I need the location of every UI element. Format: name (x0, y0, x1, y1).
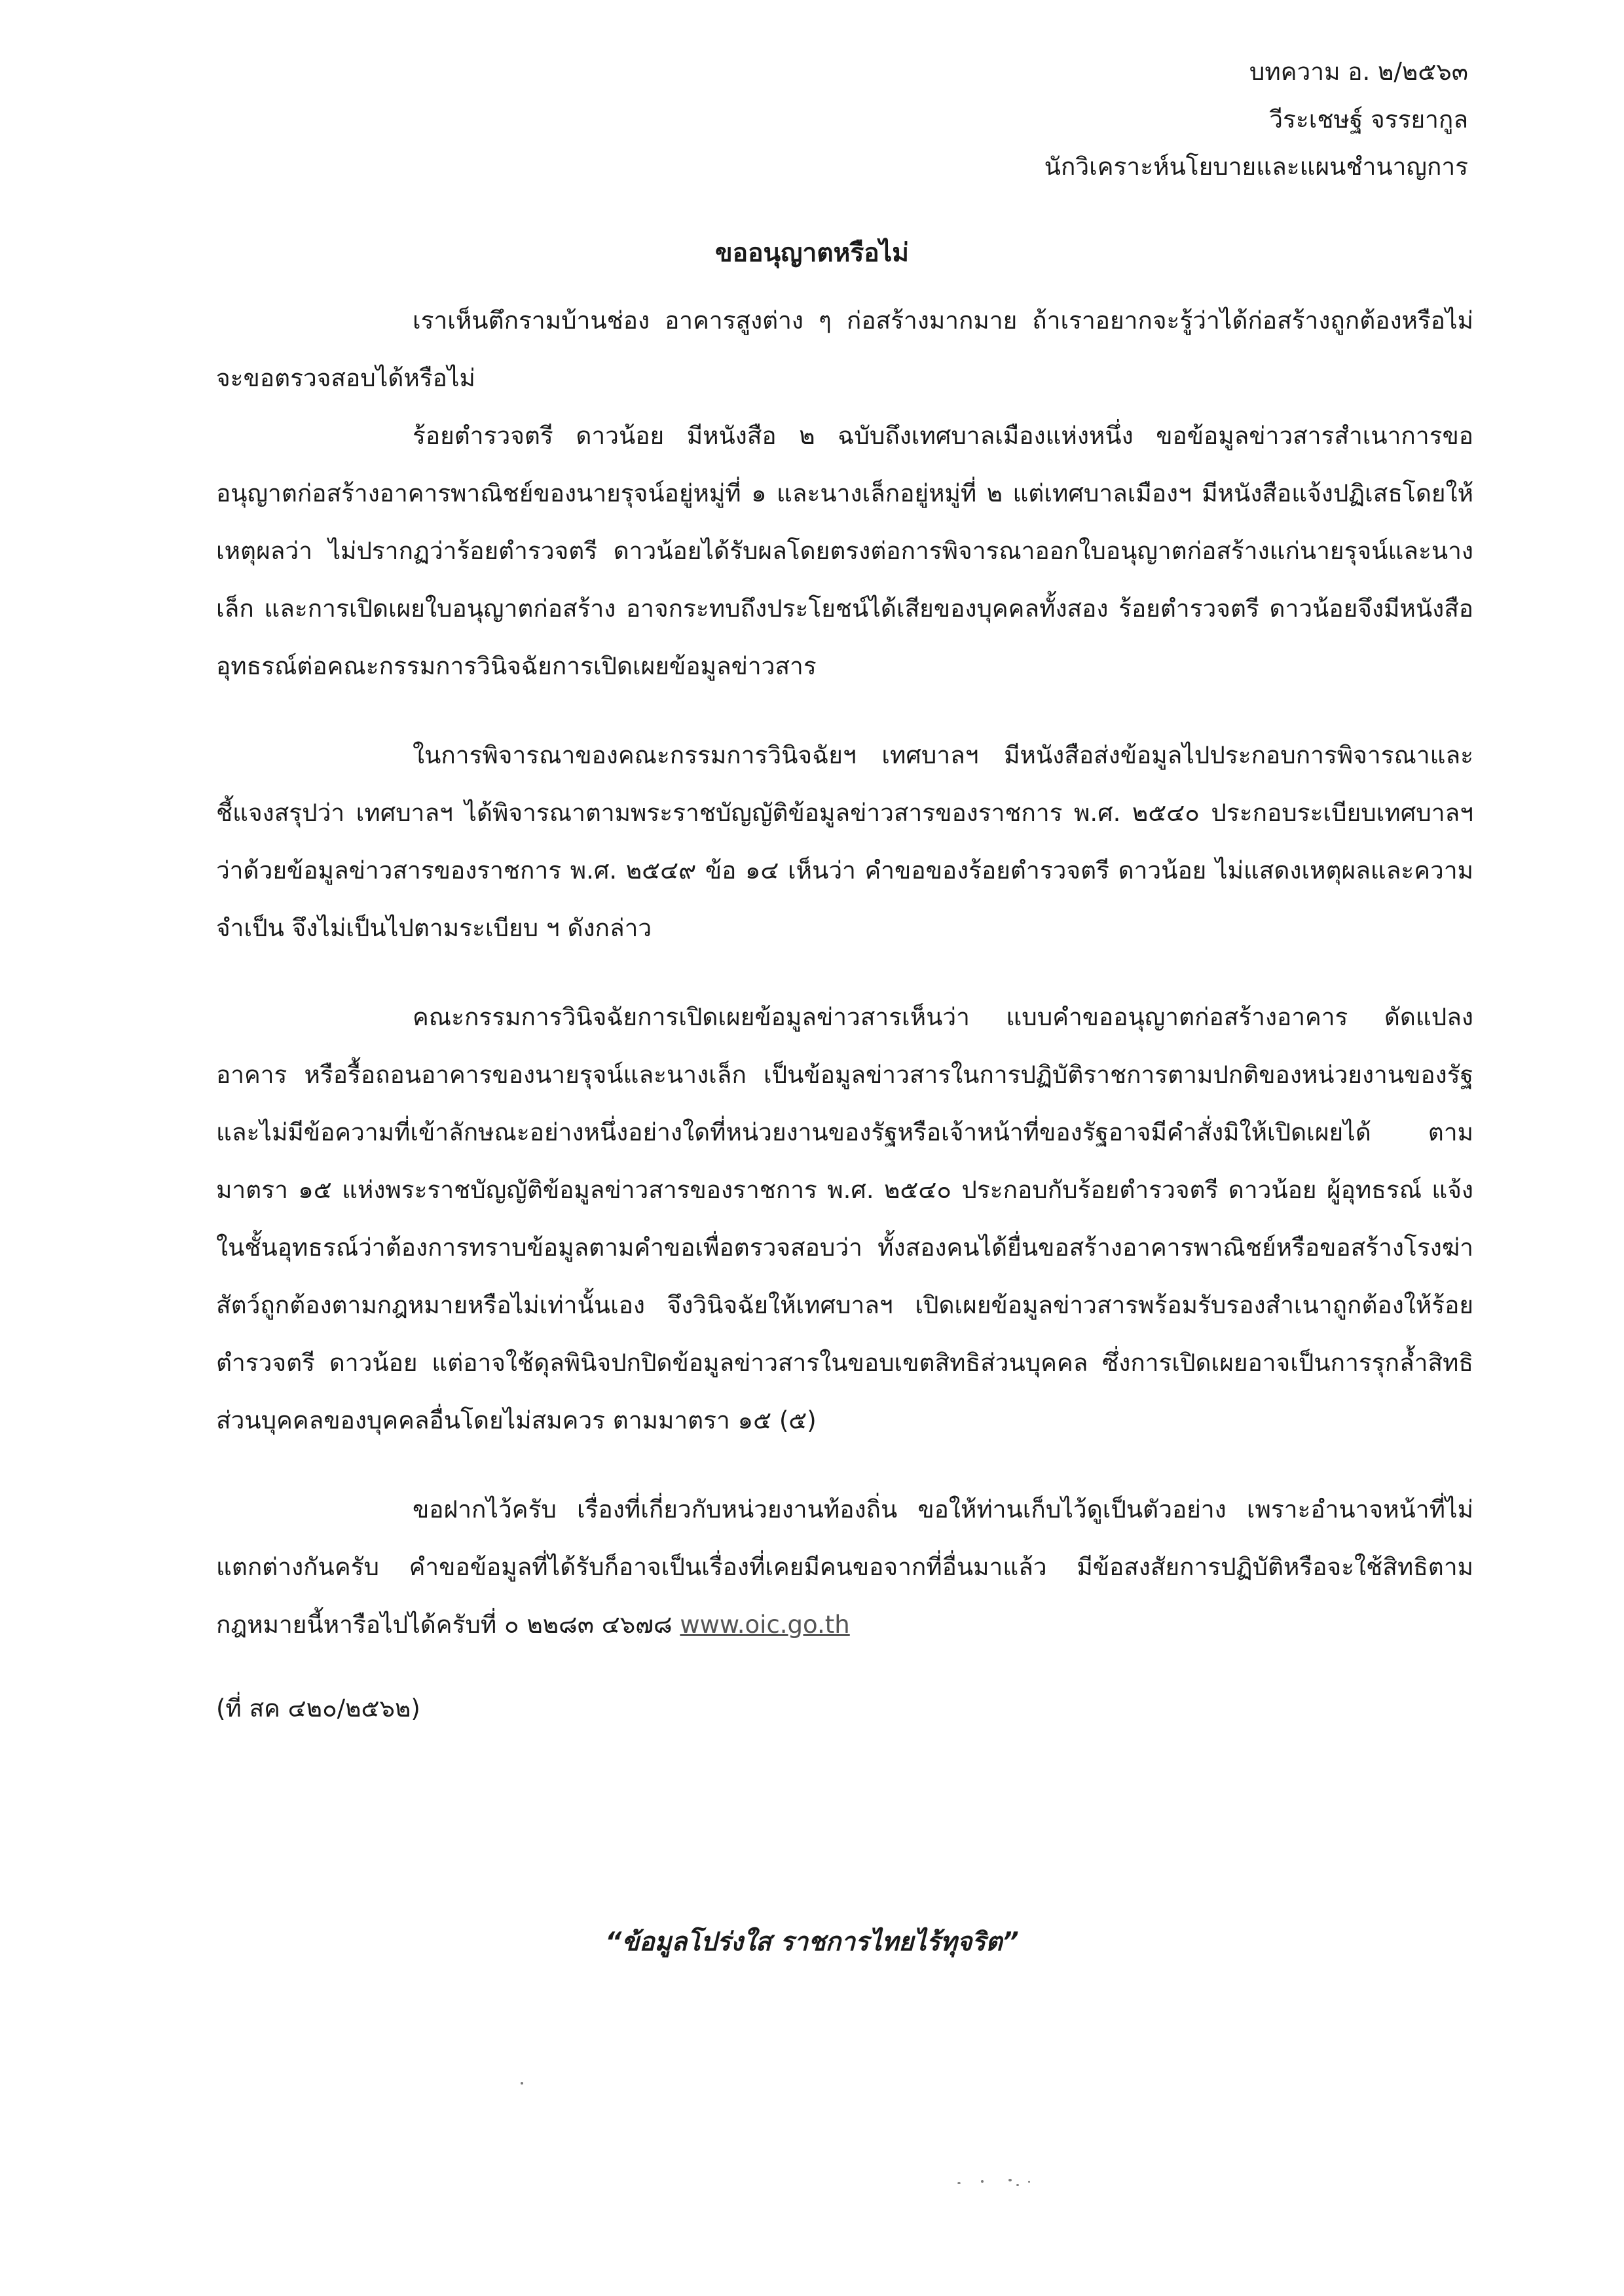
website-link[interactable]: www.oic.go.th (680, 1611, 850, 1639)
paragraph-closing (216, 1481, 1473, 1654)
paragraph-case: ร้อยตำรวจตรี ดาวน้อย มีหนังสือ ๒ ฉบับถึงเทศบาลเมืองแห่งหนึ่ง ขอข้อมูลข่าวสารสำเนาการขออนุญาตก่อสร้างอาคารพาณิชย์ของนายรุจน์อยู่หมู่ที่ ๑ และนางเล็กอยู่หมู่ที่ ๒ แต่เทศบาลเมืองฯ มีหนังสือแจ้งปฏิเสธโดยให้เหตุผลว่า ไม่ปรากฏว่าร้อยตำรวจตรี ดาวน้อยได้รับผลโดยตรงต่อการพิจารณาออกใบอนุญาตก่อสร้างแก่นายรุจน์และนางเล็ก และการเปิดเผยใบอนุญาตก่อสร้าง อาจกระทบถึงประโยชน์ได้เสียของบุคคลทั้งสอง ร้อยตำรวจตรี ดาวน้อยจึงมีหนังสืออุทธรณ์ต่อคณะกรรมการวินิจฉัยการเปิดเผยข้อมูลข่าวสาร (216, 422, 1473, 680)
scan-speck (981, 2180, 984, 2183)
author-name: วีระเชษฐ์ จรรยากูล (1269, 105, 1468, 134)
paragraph-intro: เราเห็นตึกรามบ้านช่อง อาคารสูงต่าง ๆ ก่อสร้างมากมาย ถ้าเราอยากจะรู้ว่าได้ก่อสร้างถูกต้องหรือไม่ จะขอตรวจสอบได้หรือไม่ (216, 306, 1473, 392)
scan-speck (1028, 2181, 1030, 2183)
author-position: นักวิเคราะห์นโยบายและแผนชำนาญการ (1044, 153, 1468, 181)
paragraph-municipality: ในการพิจารณาของคณะกรรมการวินิจฉัยฯ เทศบาลฯ มีหนังสือส่งข้อมูลไปประกอบการพิจารณาและชี้แจงสรุปว่า เทศบาลฯ ได้พิจารณาตามพระราชบัญญัติข้อมูลข่าวสารของราชการ พ.ศ. ๒๕๔๐ ประกอบระเบียบเทศบาลฯ ว่าด้วยข้อมูลข่าวสารของราชการ พ.ศ. ๒๕๔๙ ข้อ ๑๔ เห็นว่า คำขอของร้อยตำรวจตรี ดาวน้อย ไม่แสดงเหตุผลและความจำเป็น จึงไม่เป็นไปตามระเบียบ ฯ ดังกล่าว (216, 741, 1473, 942)
scan-speck (957, 2182, 961, 2184)
reference-number: (ที่ สค ๔๒๐/๒๕๖๒) (216, 1694, 420, 1722)
document-title: ขออนุญาตหรือไม่ (714, 238, 910, 268)
scan-speck (1016, 2184, 1019, 2186)
scan-speck (1008, 2179, 1012, 2181)
scan-speck (521, 2082, 523, 2085)
document-header (1044, 59, 1468, 202)
closing-text: ขอฝากไว้ครับ เรื่องที่เกี่ยวกับหน่วยงานท้องถิ่น ขอให้ท่านเก็บไว้ดูเป็นตัวอย่าง เพราะอำนาจหน้าที่ไม่แตกต่างกันครับ คำขอข้อมูลที่ได้รับก็อาจเป็นเรื่องที่เคยมีคนขอจากที่อื่นมาแล้ว มีข้อสงสัยการปฏิบัติหรือจะใช้สิทธิตามกฎหมายนี้หารือไปได้ครับที่ ๐ ๒๒๘๓ ๔๖๗๘ (216, 1495, 1473, 1639)
document-body (216, 292, 1473, 1738)
paragraph-decision: คณะกรรมการวินิจฉัยการเปิดเผยข้อมูลข่าวสารเห็นว่า แบบคำขออนุญาตก่อสร้างอาคาร ดัดแปลงอาคาร หรือรื้อถอนอาคารของนายรุจน์และนางเล็ก เป็นข้อมูลข่าวสารในการปฏิบัติราชการตามปกติของหน่วยงานของรัฐ และไม่มีข้อความที่เข้าลักษณะอย่างหนึ่งอย่างใดที่หน่วยงานของรัฐหรือเจ้าหน้าที่ของรัฐอาจมีคำสั่งมิให้เปิดเผยได้ ตามมาตรา ๑๕ แห่งพระราชบัญญัติข้อมูลข่าวสารของราชการ พ.ศ. ๒๕๔๐ ประกอบกับร้อยตำรวจตรี ดาวน้อย ผู้อุทธรณ์ แจ้งในชั้นอุทธรณ์ว่าต้องการทราบข้อมูลตามคำขอเพื่อตรวจสอบว่า ทั้งสองคนได้ยื่นขอสร้างอาคารพาณิชย์หรือขอสร้างโรงฆ่าสัตว์ถูกต้องตามกฎหมายหรือไม่เท่านั้นเอง จึงวินิจฉัยให้เทศบาลฯ เปิดเผยข้อมูลข่าวสารพร้อมรับรองสำเนาถูกต้องให้ร้อยตำรวจตรี ดาวน้อย แต่อาจใช้ดุลพินิจปกปิดข้อมูลข่าวสารในขอบเขตสิทธิส่วนบุคคล ซึ่งการเปิดเผยอาจเป็นการรุกล้ำสิทธิส่วนบุคคลของบุคคลอื่นโดยไม่สมควร ตามมาตรา ๑๕ (๕) (216, 1003, 1473, 1434)
article-number: บทความ อ. ๒/๒๕๖๓ (1249, 58, 1468, 86)
slogan: “ข้อมูลโปร่งใส ราชการไทยไร้ทุจริต” (605, 1927, 1019, 1957)
